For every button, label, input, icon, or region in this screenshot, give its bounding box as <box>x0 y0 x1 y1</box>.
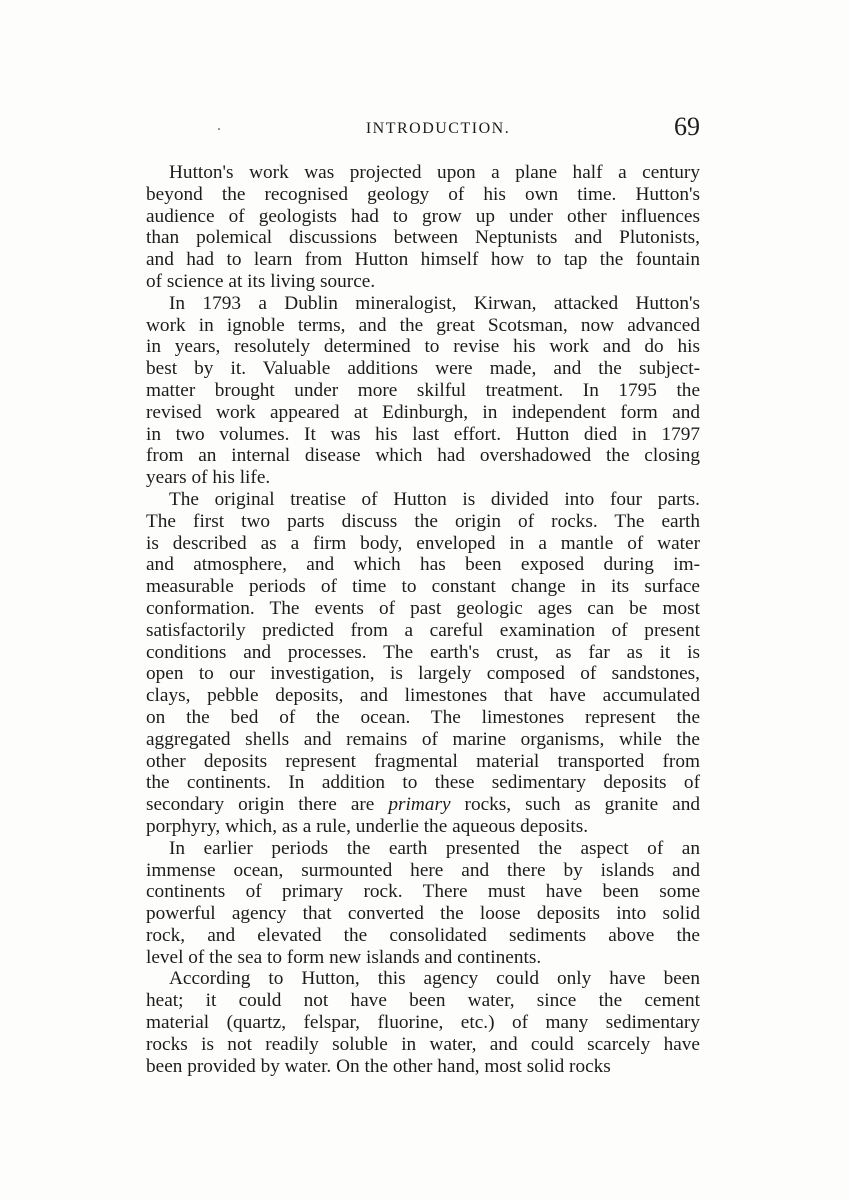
text-line: Hutton's work was projected upon a plane half a century <box>169 162 700 183</box>
text-line: is described as a firm body, enveloped in a mantle of water <box>146 532 700 554</box>
paragraph <box>146 838 700 969</box>
text-line: According to Hutton, this agency could only have been <box>169 968 700 990</box>
paragraph <box>146 162 700 293</box>
text-line: open to our investigation, is largely composed of sandstones, <box>146 663 700 685</box>
text-line: audience of geologists had to grow up under other influences <box>146 205 700 227</box>
text-line: and had to learn from Hutton himself how to tap the fountain <box>146 249 700 271</box>
text-line: In earlier periods the earth presented the aspect of an <box>169 837 700 859</box>
text-line: porphyry, which, as a rule, underlie the aqueous deposits. <box>146 815 589 837</box>
running-head: INTRODUCTION. <box>365 120 511 137</box>
text-line: The first two parts discuss the origin of rocks. The earth <box>146 510 700 532</box>
text-line: conformation. The events of past geologic ages can be most <box>146 597 700 619</box>
text-line: aggregated shells and remains of marine organisms, while the <box>146 728 700 750</box>
text-line: material (quartz, felspar, fluorine, etc.) of many sedimentary <box>146 1012 700 1034</box>
text-line: continents of primary rock. There must have been some <box>146 881 700 903</box>
text-line: in years, resolutely determined to revise his work and do his <box>146 336 700 358</box>
text-line: work in ignoble terms, and the great Scotsman, now advanced <box>146 314 700 336</box>
paragraph <box>146 293 700 489</box>
text-line: The original treatise of Hutton is divided into four parts. <box>169 488 700 510</box>
text-line: in two volumes. It was his last effort. Hutton died in 1797 <box>146 423 700 445</box>
paragraph <box>146 968 700 1077</box>
text-line: rocks is not readily soluble in water, and could scarcely have <box>146 1033 700 1055</box>
text-line: than polemical discussions between Neptunists and Plutonists, <box>146 227 700 249</box>
text-line: measurable periods of time to constant change in its surface <box>146 576 700 598</box>
text-line: revised work appeared at Edinburgh, in independent form and <box>146 401 700 423</box>
text-line: heat; it could not have been water, since the cement <box>146 990 700 1012</box>
text-line: powerful agency that converted the loose deposits into solid <box>146 903 700 925</box>
text-line: other deposits represent fragmental material transported from <box>146 750 700 772</box>
text-line: secondary origin there are primary rocks, such as granite and <box>146 794 700 816</box>
text-line: level of the sea to form new islands and continents. <box>146 946 542 968</box>
text-line: years of his life. <box>146 467 271 489</box>
body-text <box>146 162 700 1077</box>
text-line: clays, pebble deposits, and limestones that have accumulated <box>146 685 700 707</box>
text-line: from an internal disease which had overshadowed the closing <box>146 445 700 467</box>
text-line: rock, and elevated the consolidated sediments above the <box>146 924 700 946</box>
text-line: of science at its living source. <box>146 270 376 292</box>
page-header <box>146 112 700 152</box>
paragraph <box>146 489 700 838</box>
text-line: conditions and processes. The earth's crust, as far as it is <box>146 641 700 663</box>
text-line: on the bed of the ocean. The limestones represent the <box>146 706 700 728</box>
text-line: and atmosphere, and which has been exposed during im- <box>146 554 700 576</box>
text-line: satisfactorily predicted from a careful examination of present <box>146 619 700 641</box>
text-line: matter brought under more skilful treatment. In 1795 the <box>146 379 700 401</box>
text-line: immense ocean, surmounted here and there by islands and <box>146 859 700 881</box>
text-line: been provided by water. On the other hand, most solid rocks <box>146 1055 611 1077</box>
text-line: best by it. Valuable additions were made, and the subject- <box>146 358 700 380</box>
text-line: the continents. In addition to these sedimentary deposits of <box>146 772 700 794</box>
page-number: 69 <box>674 112 700 141</box>
text-line: beyond the recognised geology of his own time. Hutton's <box>146 183 700 205</box>
text-line: In 1793 a Dublin mineralogist, Kirwan, attacked Hutton's <box>169 292 700 314</box>
